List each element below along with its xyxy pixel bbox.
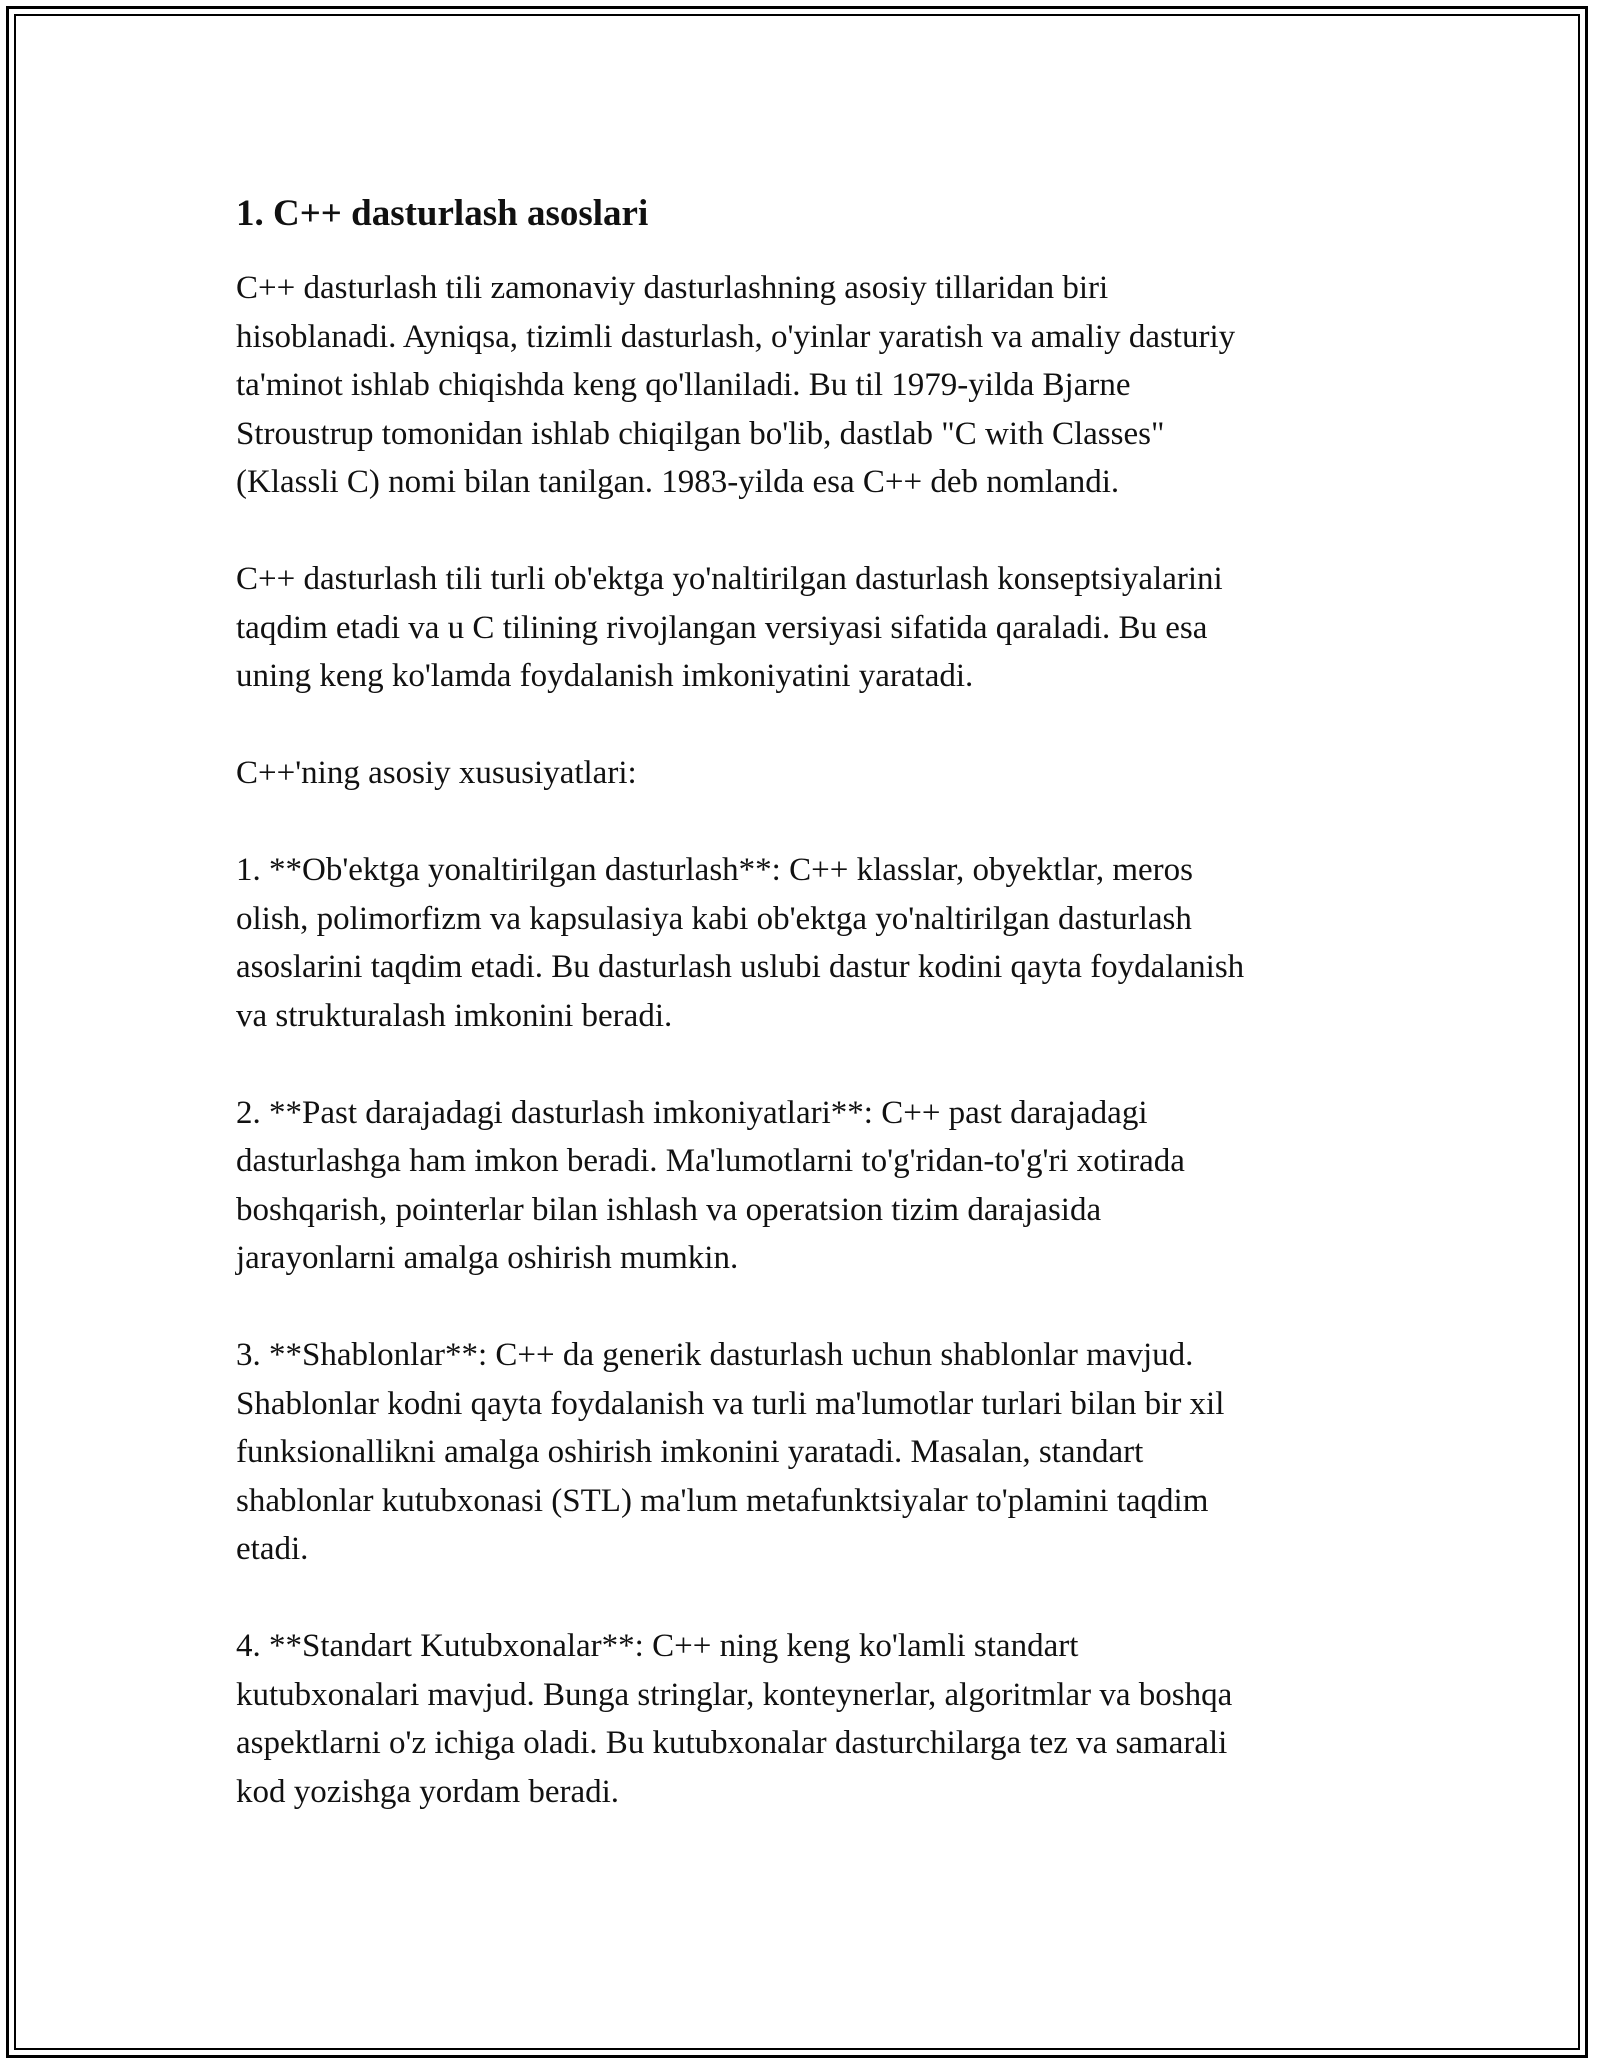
list-item-low-level bbox=[236, 1089, 1386, 1283]
paragraph-oop-concepts bbox=[236, 555, 1386, 701]
text-line: aspektlarni o'z ichiga oladi. Bu kutubxonalar dasturchilarga tez va samarali bbox=[236, 1725, 1228, 1761]
text-line: etadi. bbox=[236, 1531, 309, 1567]
list-item-standard-libraries bbox=[236, 1622, 1386, 1816]
text-line: C++'ning asosiy xususiyatlari: bbox=[236, 755, 637, 791]
text-line: C++ dasturlash tili zamonaviy dasturlashning asosiy tillaridan biri bbox=[236, 270, 1109, 306]
text-line: kod yozishga yordam beradi. bbox=[236, 1773, 620, 1810]
text-line: boshqarish, pointerlar bilan ishlash va operatsion tizim darajasida bbox=[236, 1191, 1102, 1228]
text-line: shablonlar kutubxonasi (STL) ma'lum metafunktsiyalar to'plamini taqdim bbox=[236, 1482, 1209, 1519]
text-line: 3. **Shablonlar**: C++ da generik dasturlash uchun shablonlar mavjud. bbox=[236, 1337, 1194, 1373]
text-line: C++ dasturlash tili turli ob'ektga yo'naltirilgan dasturlash konseptsiyalarini bbox=[236, 561, 1223, 597]
text-line: asoslarini taqdim etadi. Bu dasturlash uslubi dastur kodini qayta foydalanish bbox=[236, 949, 1245, 985]
text-line: va strukturalash imkonini beradi. bbox=[236, 997, 673, 1034]
text-line: kutubxonalari mavjud. Bunga stringlar, konteynerlar, algoritmlar va boshqa bbox=[236, 1676, 1233, 1713]
document-page bbox=[236, 190, 1386, 1865]
text-line: 4. **Standart Kutubxonalar**: C++ ning keng ko'lamli standart bbox=[236, 1628, 1079, 1664]
text-line: 1. **Ob'ektga yonaltirilgan dasturlash**: C++ klasslar, obyektlar, meros bbox=[236, 852, 1193, 888]
text-line: hisoblanadi. Ayniqsa, tizimli dasturlash, o'yinlar yaratish va amaliy dasturiy bbox=[236, 318, 1236, 355]
paragraph-intro bbox=[236, 264, 1386, 507]
text-line: funksionallikni amalga oshirish imkonini yaratadi. Masalan, standart bbox=[236, 1434, 1144, 1470]
text-line: (Klassli C) nomi bilan tanilgan. 1983-yilda esa C++ deb nomlandi. bbox=[236, 464, 1120, 500]
text-line: taqdim etadi va u C tilining rivojlangan versiyasi sifatida qaraladi. Bu esa bbox=[236, 609, 1208, 646]
text-line: olish, polimorfizm va kapsulasiya kabi ob'ektga yo'naltirilgan dasturlash bbox=[236, 900, 1192, 937]
text-line: Stroustrup tomonidan ishlab chiqilgan bo'lib, dastlab "C with Classes" bbox=[236, 415, 1165, 452]
text-line: uning keng ko'lamda foydalanish imkoniyatini yaratadi. bbox=[236, 658, 974, 694]
text-line: 2. **Past darajadagi dasturlash imkoniyatlari**: C++ past darajadagi bbox=[236, 1094, 1148, 1131]
text-line: dasturlashga ham imkon beradi. Ma'lumotlarni to'g'ridan-to'g'ri xotirada bbox=[236, 1143, 1185, 1179]
text-line: ta'minot ishlab chiqishda keng qo'llaniladi. Bu til 1979-yilda Bjarne bbox=[236, 367, 1131, 403]
list-item-oop bbox=[236, 846, 1386, 1040]
document-title: 1. C++ dasturlash asoslari bbox=[236, 193, 649, 234]
list-item-templates bbox=[236, 1331, 1386, 1574]
text-line: jarayonlarni amalga oshirish mumkin. bbox=[236, 1240, 739, 1276]
paragraph-features-heading bbox=[236, 749, 1386, 798]
text-line: Shablonlar kodni qayta foydalanish va turli ma'lumotlar turlari bilan bir xil bbox=[236, 1385, 1225, 1422]
